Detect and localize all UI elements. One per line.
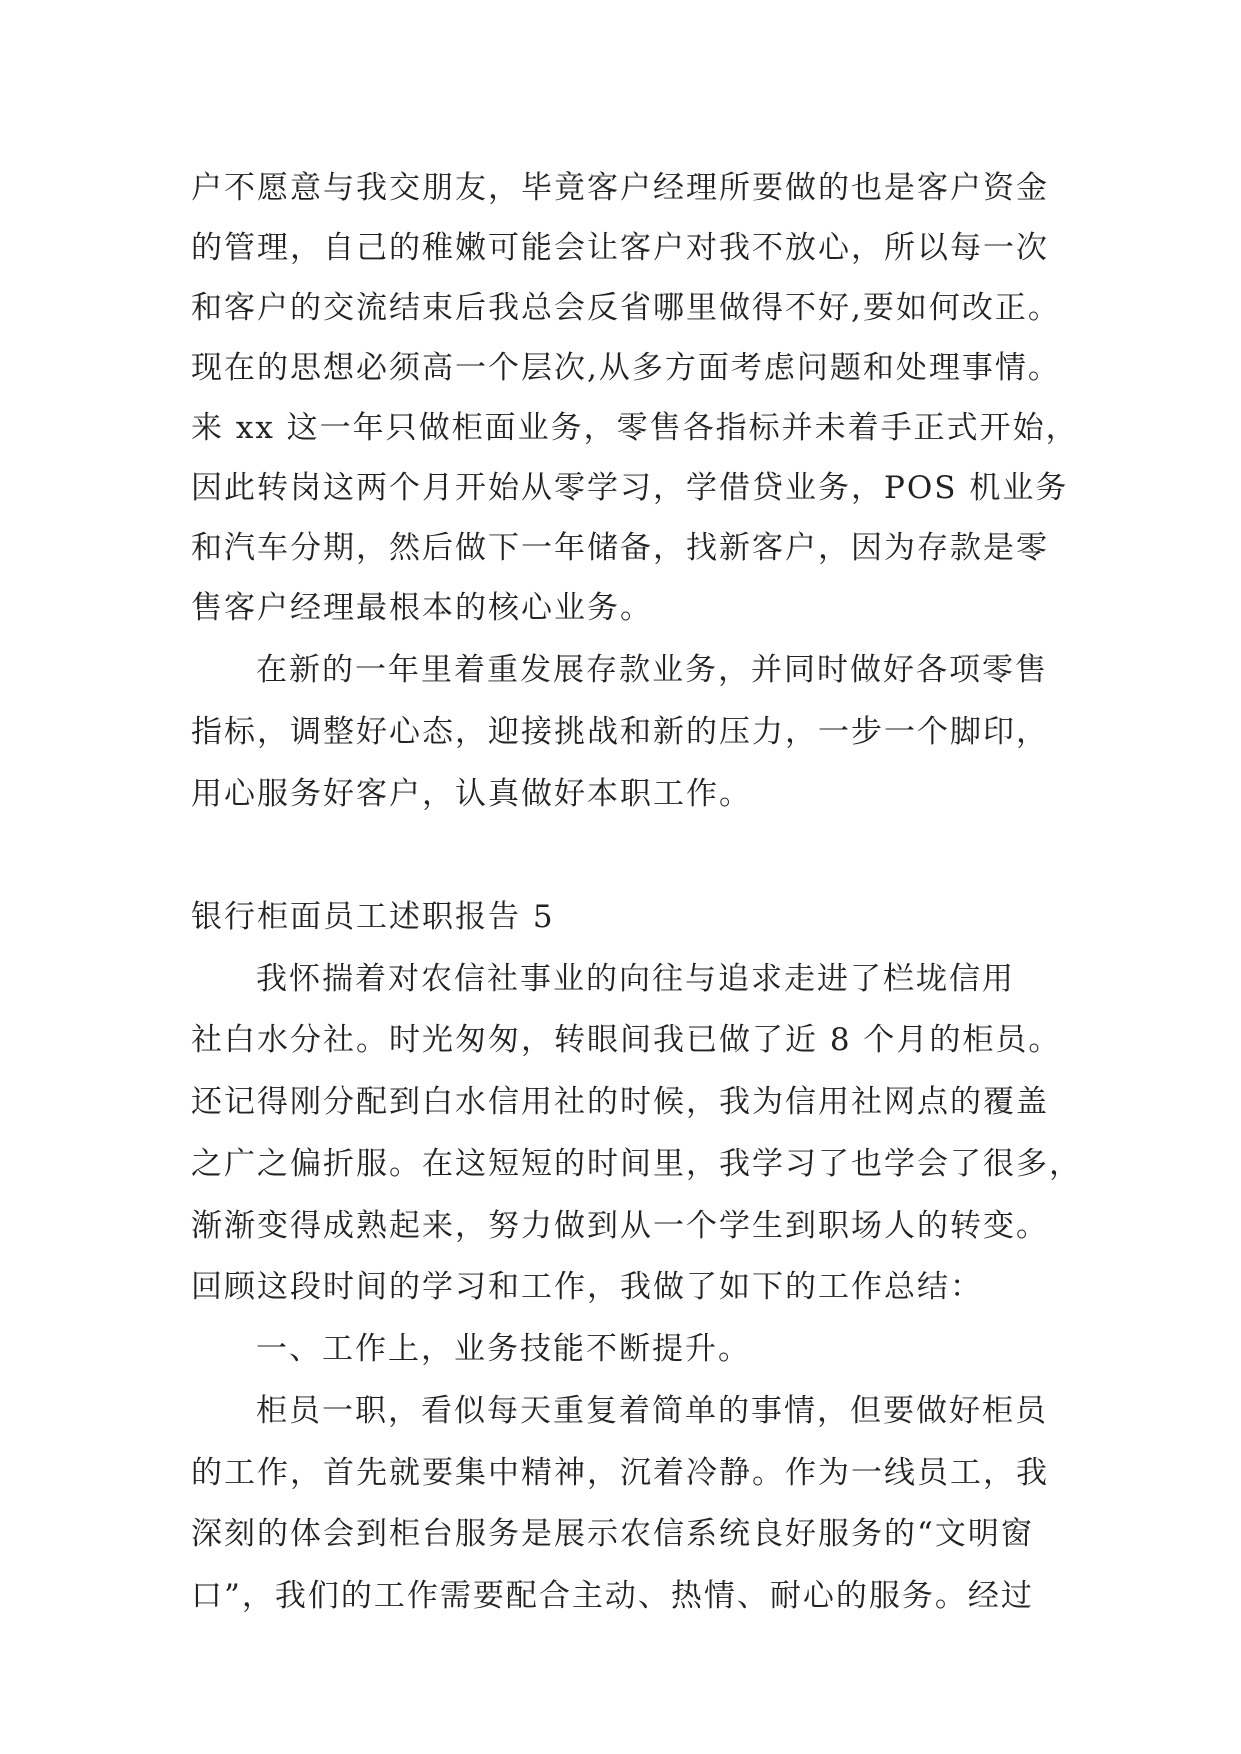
paragraph-first-line: 我怀揣着对农信社事业的向往与追求走进了栏垅信用 [256, 961, 1015, 997]
section-heading: 银行柜面员工述职报告 5 [191, 899, 555, 935]
text-line: 和客户的交流结束后我总会反省哪里做得不好,要如何改正。 [191, 290, 1061, 326]
text-line: 户不愿意与我交朋友，毕竟客户经理所要做的也是客户资金 [191, 170, 1049, 206]
text-line: 渐渐变得成熟起来，努力做到从一个学生到职场人的转变。 [191, 1208, 1049, 1244]
text-line: 因此转岗这两个月开始从零学习，学借贷业务，POS 机业务 [191, 470, 1069, 506]
text-line: 指标，调整好心态，迎接挑战和新的压力，一步一个脚印， [191, 714, 1049, 750]
paragraph-first-line: 在新的一年里着重发展存款业务，并同时做好各项零售 [256, 652, 1048, 688]
text-line: 之广之偏折服。在这短短的时间里，我学习了也学会了很多， [191, 1146, 1082, 1182]
text-line: 还记得刚分配到白水信用社的时候，我为信用社网点的覆盖 [191, 1084, 1049, 1120]
text-line: 深刻的体会到柜台服务是展示农信系统良好服务的“文明窗 [191, 1516, 1034, 1552]
text-line: 现在的思想必须高一个层次,从多方面考虑问题和处理事情。 [191, 350, 1061, 386]
text-line: 回顾这段时间的学习和工作，我做了如下的工作总结： [191, 1269, 983, 1305]
text-line: 和汽车分期，然后做下一年储备，找新客户，因为存款是零 [191, 530, 1049, 566]
subheading-line: 一、工作上，业务技能不断提升。 [256, 1331, 751, 1367]
text-line: 社白水分社。时光匆匆，转眼间我已做了近 8 个月的柜员。 [191, 1022, 1062, 1058]
text-line: 的工作，首先就要集中精神，沉着冷静。作为一线员工，我 [191, 1455, 1049, 1491]
text-line: 用心服务好客户，认真做好本职工作。 [191, 776, 752, 812]
text-line: 的管理，自己的稚嫩可能会让客户对我不放心，所以每一次 [191, 230, 1049, 266]
text-line: 口”，我们的工作需要配合主动、热情、耐心的服务。经过 [191, 1578, 1034, 1614]
text-line: 售客户经理最根本的核心业务。 [191, 590, 653, 626]
text-line: 来 xx 这一年只做柜面业务，零售各指标并未着手正式开始， [191, 410, 1079, 446]
paragraph-first-line: 柜员一职，看似每天重复着简单的事情，但要做好柜员 [256, 1393, 1048, 1429]
